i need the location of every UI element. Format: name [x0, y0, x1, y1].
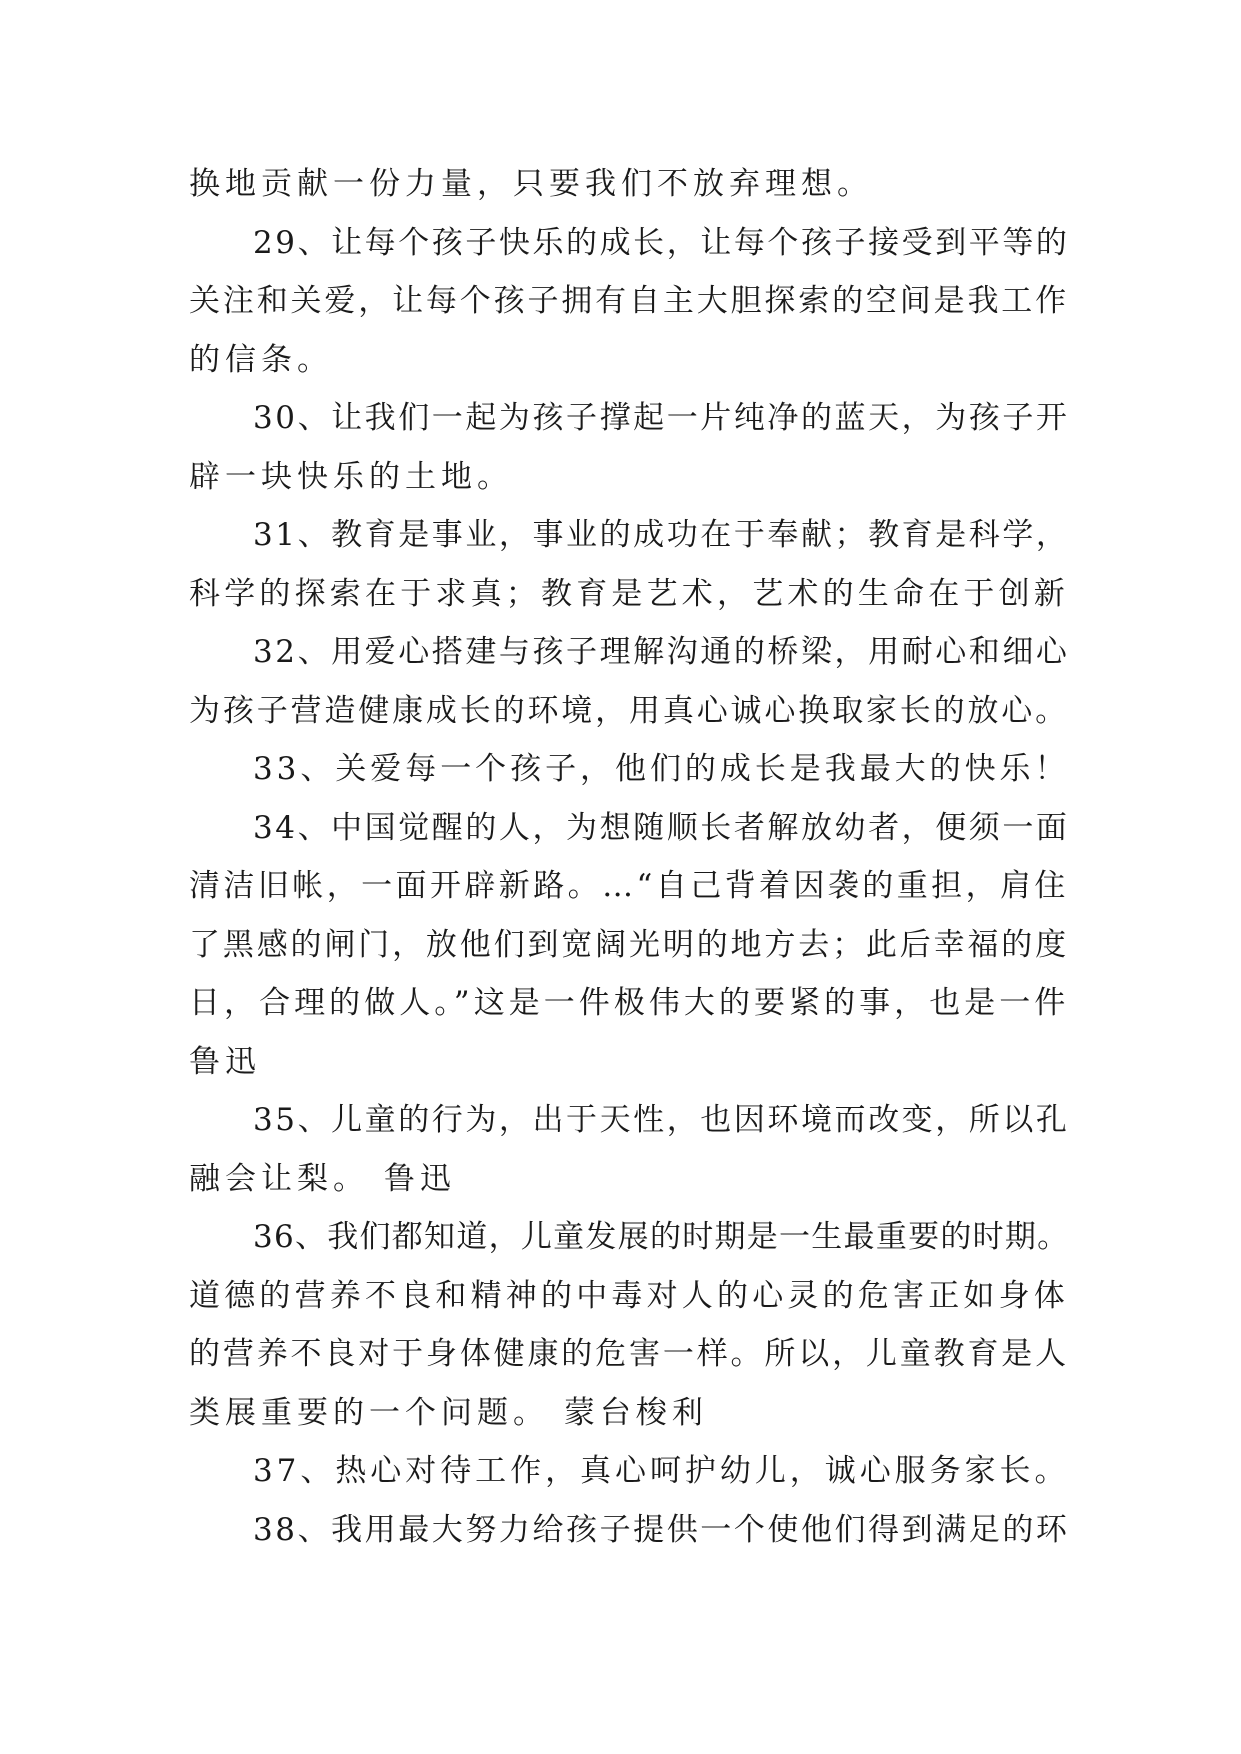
text-line: 31、教育是事业，事业的成功在于奉献；教育是科学， [253, 517, 1070, 553]
text-line: 的信条。 [189, 341, 333, 378]
text-line: 换地贡献一份力量，只要我们不放弃理想。 [189, 166, 873, 202]
text-line: 融会让梨。 鲁迅 [189, 1160, 456, 1197]
text-line: 类展重要的一个问题。 蒙台梭利 [189, 1394, 708, 1431]
text-line: 日，合理的做人。”这是一件极伟大的要紧的事，也是一件 [189, 985, 1070, 1021]
text-line: 36、我们都知道，儿童发展的时期是一生最重要的时期。 [253, 1219, 1070, 1255]
text-line: 为孩子营造健康成长的环境，用真心诚心换取家长的放心。 [189, 692, 1069, 729]
text-line: 科学的探索在于求真；教育是艺术，艺术的生命在于创新 [189, 575, 1069, 612]
text-line: 的营养不良对于身体健康的危害一样。所以，儿童教育是人 [189, 1336, 1069, 1372]
text-line: 29、让每个孩子快乐的成长，让每个孩子接受到平等的 [253, 224, 1070, 261]
text-line: 38、我用最大努力给孩子提供一个使他们得到满足的环 [253, 1511, 1070, 1548]
text-line: 33、关爱每一个孩子，他们的成长是我最大的快乐！ [253, 751, 1070, 787]
text-line: 34、中国觉醒的人，为想随顺长者解放幼者，便须一面 [253, 809, 1070, 846]
text-line: 辟一块快乐的土地。 [189, 458, 513, 495]
text-line: 鲁迅 [189, 1043, 261, 1080]
text-line: 关注和关爱，让每个孩子拥有自主大胆探索的空间是我工作 [189, 283, 1069, 319]
text-line: 35、儿童的行为，出于天性，也因环境而改变，所以孔 [253, 1102, 1070, 1138]
text-line: 道德的营养不良和精神的中毒对人的心灵的危害正如身体 [189, 1277, 1069, 1314]
text-line: 37、热心对待工作，真心呵护幼儿，诚心服务家长。 [253, 1453, 1070, 1489]
text-line: 32、用爱心搭建与孩子理解沟通的桥梁，用耐心和细心 [253, 634, 1070, 670]
text-line: 了黑感的闸门，放他们到宽阔光明的地方去；此后幸福的度 [189, 926, 1069, 963]
text-line: 30、让我们一起为孩子撑起一片纯净的蓝天，为孩子开 [253, 400, 1070, 436]
body-text [189, 155, 1069, 1559]
text-line: 清洁旧帐，一面开辟新路。…“自己背着因袭的重担，肩住 [189, 868, 1069, 904]
